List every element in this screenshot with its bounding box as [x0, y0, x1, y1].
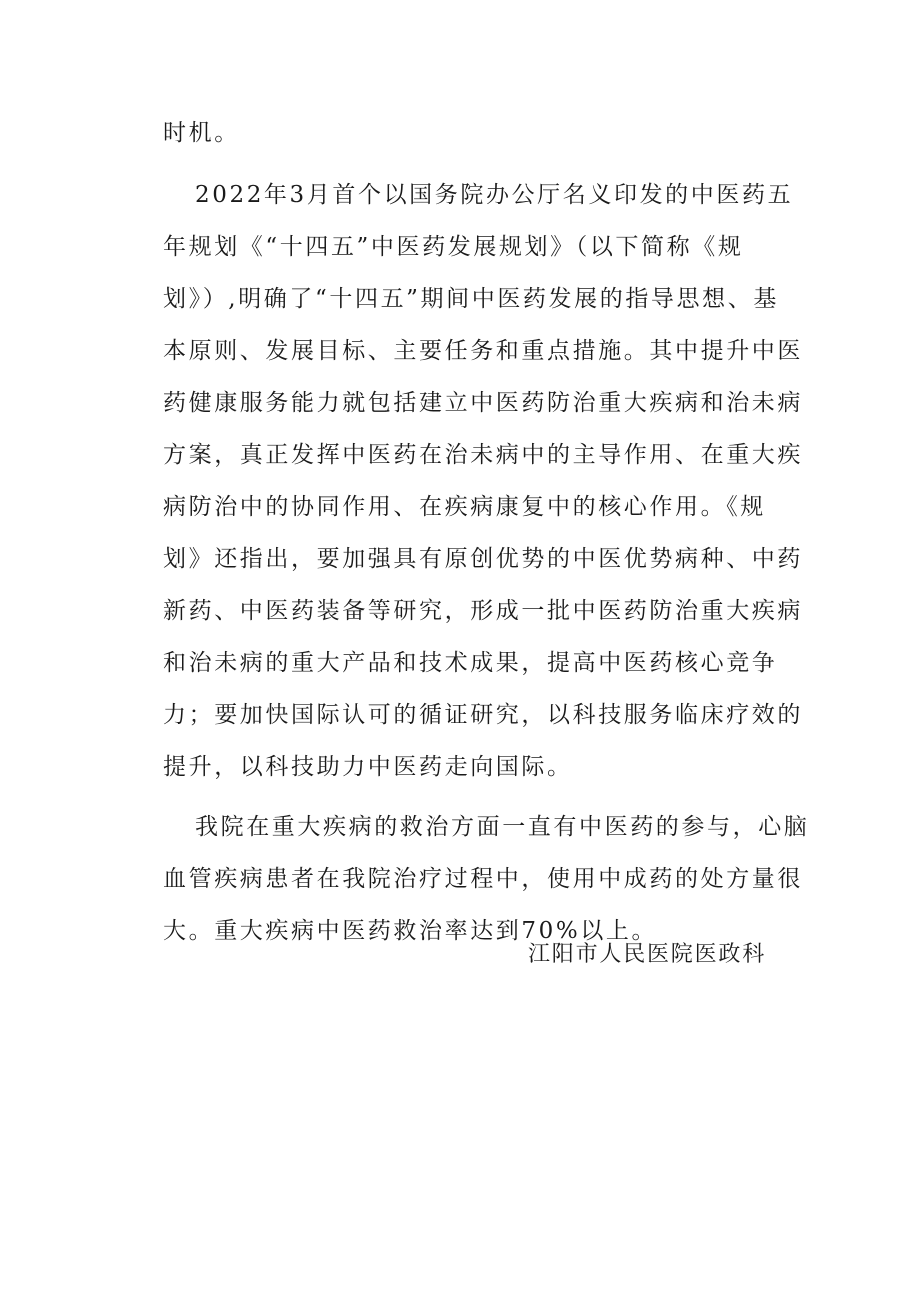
text-line: 方案，真正发挥中医药在治未病中的主导作用、在重大疾 — [163, 442, 803, 468]
text-line: 提升，以科技助力中医药走向国际。 — [163, 754, 573, 780]
text-line: 年规划《“十四五”中医药发展规划》（以下简称《规 — [163, 234, 744, 260]
text-line: 血管疾病患者在我院治疗过程中，使用中成药的处方量很 — [163, 866, 803, 892]
text-line: 时机。 — [163, 120, 240, 146]
text-line: 和治未病的重大产品和技术成果，提高中医药核心竞争 — [163, 650, 778, 676]
text-line: 划》）,明确了“十四五”期间中医药发展的指导思想、基 — [163, 286, 779, 312]
signature-department: 江阳市人民医院医政科 — [528, 942, 767, 967]
text-line: 病防治中的协同作用、在疾病康复中的核心作用。《规 — [163, 494, 766, 520]
text-line: 新药、中医药装备等研究，形成一批中医药防治重大疾病 — [163, 598, 803, 624]
text-line: 药健康服务能力就包括建立中医药防治重大疾病和治未病 — [163, 390, 803, 416]
paragraph-first-line: 2022年3月首个以国务院办公厅名义印发的中医药五 — [195, 182, 794, 208]
text-line: 力；要加快国际认可的循证研究，以科技服务临床疗效的 — [163, 702, 803, 728]
paragraph-first-line: 我院在重大疾病的救治方面一直有中医药的参与，心脑 — [195, 814, 810, 840]
text-line: 大。重大疾病中医药救治率达到70%以上。 — [163, 918, 658, 944]
text-line: 本原则、发展目标、主要任务和重点措施。其中提升中医 — [163, 338, 803, 364]
text-line: 划》还指出，要加强具有原创优势的中医优势病种、中药 — [163, 546, 803, 572]
